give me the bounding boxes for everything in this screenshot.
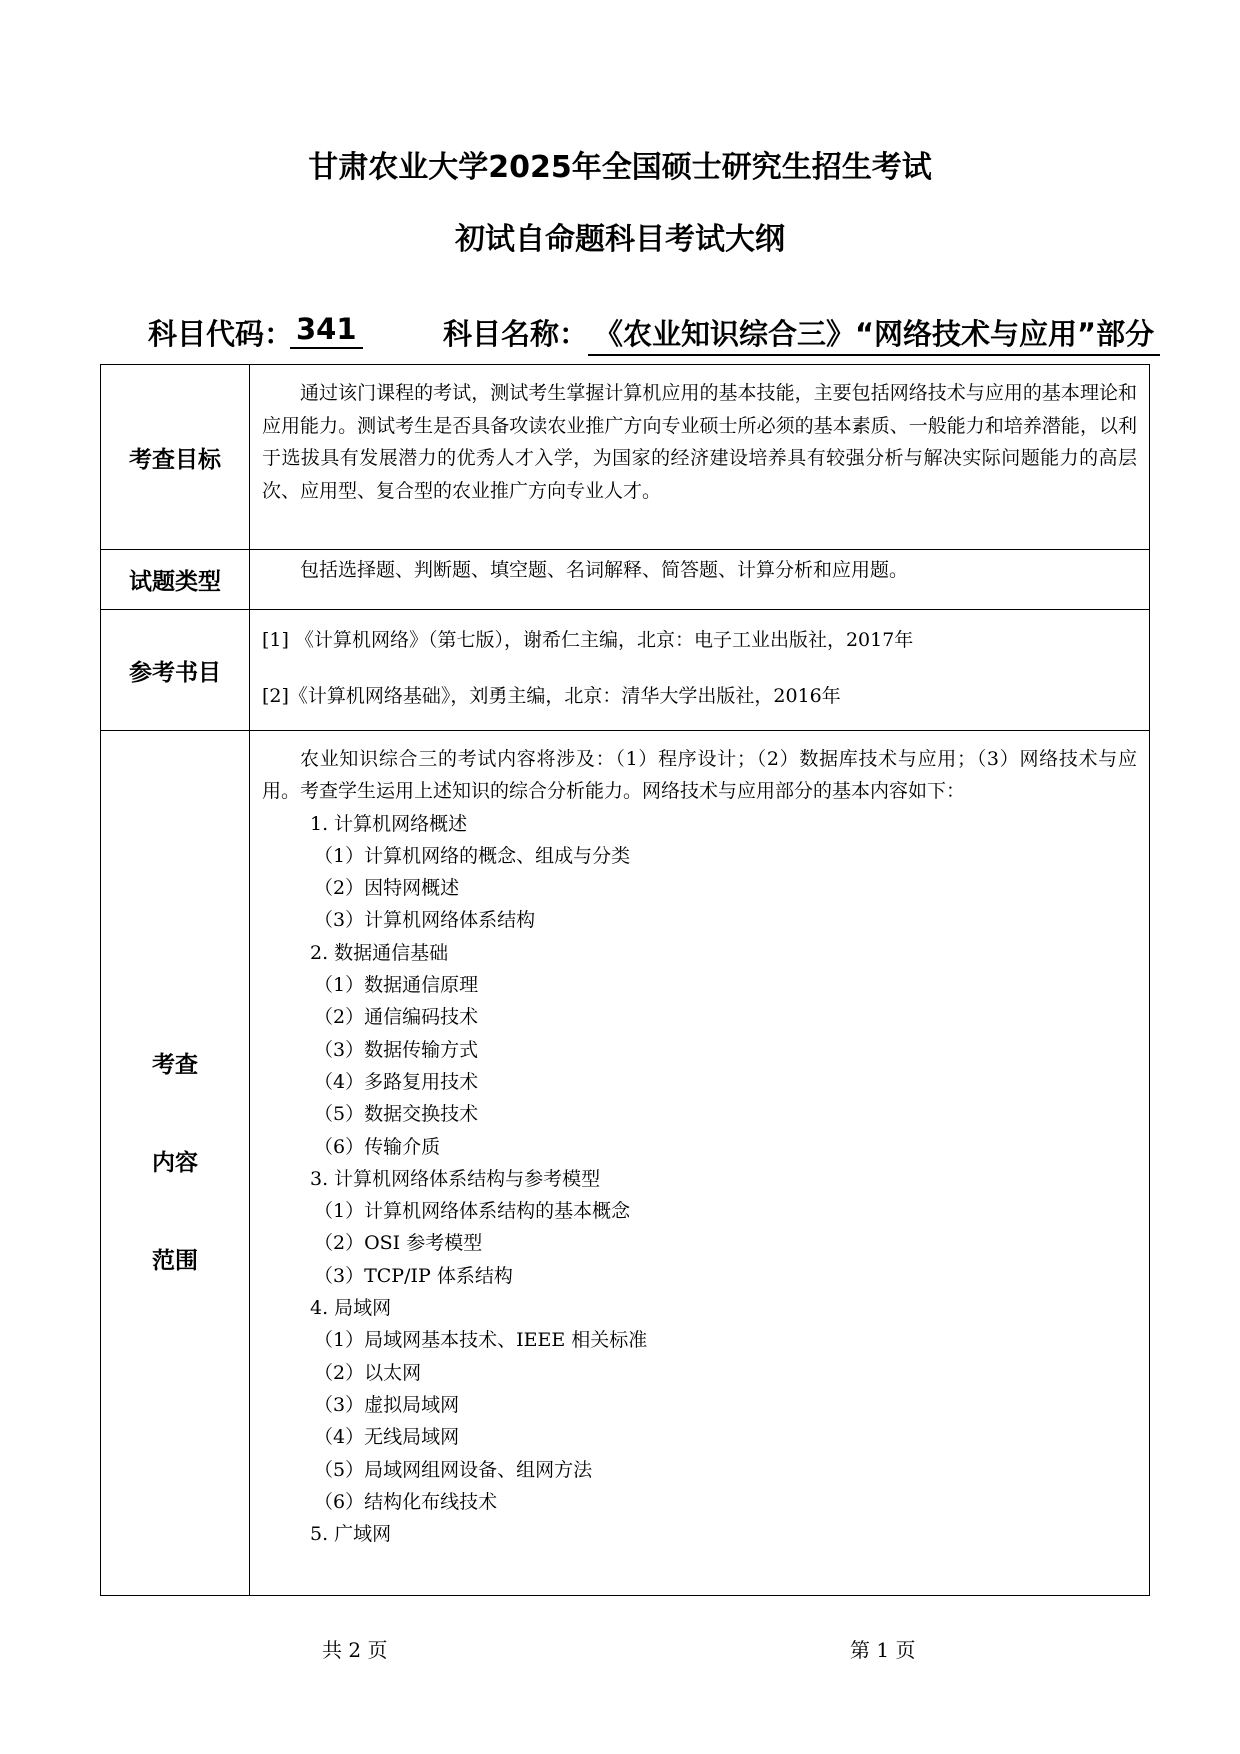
topic-title: 4. 局域网 — [310, 1297, 392, 1320]
books-content — [250, 610, 1150, 731]
objective-row — [101, 365, 1150, 550]
types-text: 包括选择题、判断题、填空题、名词解释、简答题、计算分析和应用题。 — [300, 559, 909, 581]
topic-item: （5）数据交换技术 — [314, 1103, 479, 1126]
objective-content — [250, 365, 1150, 550]
topic-item: （1）数据通信原理 — [314, 974, 479, 997]
topic-item: （3）虚拟局域网 — [314, 1393, 460, 1416]
footer-page-number: 第 1 页 — [850, 1638, 916, 1662]
objective-label: 考查目标 — [101, 365, 250, 550]
topic-item: （3）TCP/IP 体系结构 — [314, 1264, 513, 1287]
topic-item: （4）无线局域网 — [314, 1426, 460, 1449]
books-row — [101, 610, 1150, 731]
topic-list — [262, 808, 1137, 1551]
objective-text: 通过该门课程的考试，测试考生掌握计算机应用的基本技能，主要包括网络技术与应用的基本理论和应用能力。测试考生是否具备攻读农业推广方向专业硕士所必须的基本素质、一般能力和培养潜能，以利于选拔具有发展潜力的优秀人才入学，为国家的经济建设培养具有较强分析与解决实际问题能力的高层次、应用型、复合型的农业推广方向专业人才。 — [262, 382, 1137, 502]
topic-title: 2. 数据通信基础 — [310, 941, 449, 964]
topic-title: 3. 计算机网络体系结构与参考模型 — [310, 1167, 601, 1190]
topic-item: （3）计算机网络体系结构 — [314, 909, 536, 932]
topic-title: 5. 广域网 — [310, 1523, 392, 1546]
scope-content — [250, 731, 1150, 1596]
footer-total-pages: 共 2 页 — [322, 1638, 388, 1662]
subject-name-value: 《农业知识综合三》“网络技术与应用”部分 — [588, 312, 1160, 356]
outline-table — [100, 364, 1150, 1596]
topic-item: （3）数据传输方式 — [314, 1038, 479, 1061]
topic-item: （1）计算机网络的概念、组成与分类 — [314, 844, 631, 867]
scope-intro: 农业知识综合三的考试内容将涉及：（1）程序设计；（2）数据库技术与应用；（3）网络技术与应用。考查学生运用上述知识的综合分析能力。网络技术与应用部分的基本内容如下： — [262, 748, 1137, 803]
scope-label-part: 内容 — [152, 1150, 198, 1176]
book-item: [2]《计算机网络基础》，刘勇主编，北京：清华大学出版社，2016年 — [262, 685, 841, 707]
subject-code-value: 341 — [290, 312, 363, 349]
topic-item: （1）局域网基本技术、IEEE 相关标准 — [314, 1329, 648, 1352]
document-title: 甘肃农业大学2025年全国硕士研究生招生考试 — [308, 150, 932, 185]
topic-item: （2）通信编码技术 — [314, 1006, 479, 1029]
subject-name-label: 科目名称： — [443, 317, 589, 351]
topic-item: （2）因特网概述 — [314, 877, 460, 900]
topic-item: （2）以太网 — [314, 1361, 422, 1384]
subject-line — [148, 312, 1155, 352]
topic-item: （6）结构化布线技术 — [314, 1490, 498, 1513]
scope-row — [101, 731, 1150, 1596]
document-subtitle: 初试自命题科目考试大纲 — [455, 222, 785, 257]
books-label: 参考书目 — [101, 610, 250, 731]
topic-item: （5）局域网组网设备、组网方法 — [314, 1458, 593, 1481]
scope-label-part: 考查 — [152, 1052, 198, 1078]
topic-item: （2）OSI 参考模型 — [314, 1232, 483, 1255]
scope-label — [101, 731, 250, 1596]
types-label: 试题类型 — [101, 550, 250, 610]
scope-label-part: 范围 — [152, 1248, 198, 1274]
subject-code-label: 科目代码： — [148, 317, 294, 351]
topic-item: （1）计算机网络体系结构的基本概念 — [314, 1200, 631, 1223]
types-content — [250, 550, 1150, 610]
book-item: [1] 《计算机网络》（第七版），谢希仁主编，北京：电子工业出版社，2017年 — [262, 629, 914, 651]
topic-item: （4）多路复用技术 — [314, 1070, 479, 1093]
topic-item: （6）传输介质 — [314, 1135, 441, 1158]
types-row — [101, 550, 1150, 610]
topic-title: 1. 计算机网络概述 — [310, 812, 468, 835]
